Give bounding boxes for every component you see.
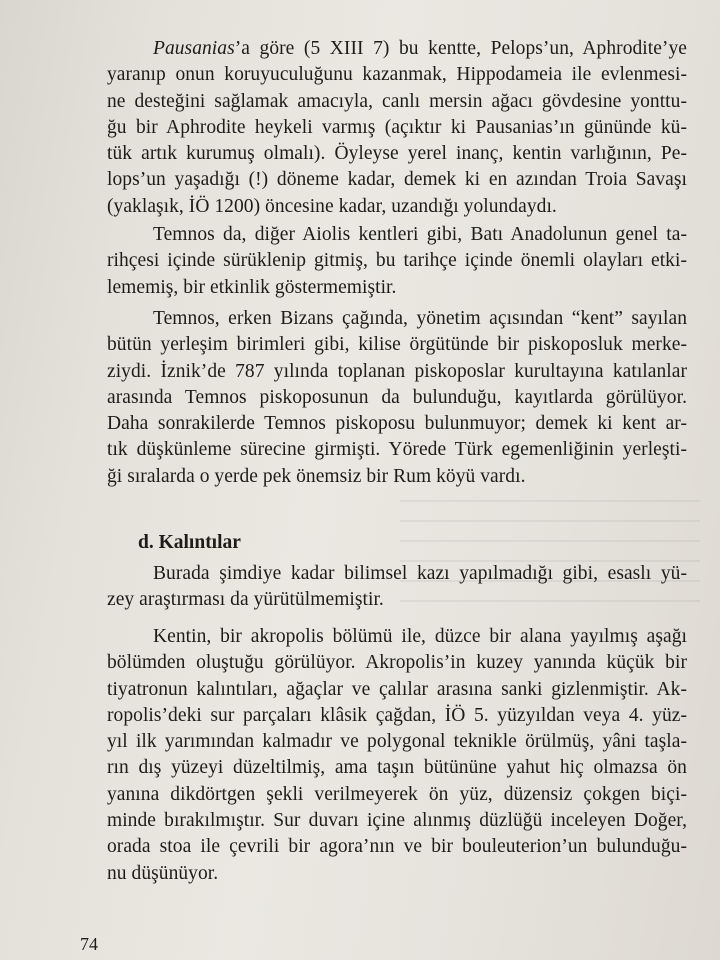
text-line: nu düşünüyor. [107, 862, 219, 884]
text-line: yıl ilk yarımından kalmadır ve polygonal teknikle örülmüş, yâni taşla- [107, 731, 687, 753]
text-line: lememiş, bir etkinlik göstermemiştir. [107, 276, 397, 298]
text-line: Daha sonrakilerde Temnos piskoposu bulunmuyor; demek ki kent ar- [107, 413, 687, 435]
page-number: 74 [80, 934, 98, 954]
text-line: yaranıp onun koruyuculuğunu kazanmak, Hippodameia ile evlenmesi- [107, 64, 687, 86]
section-heading: d. Kalıntılar [138, 532, 241, 553]
text-line: arasında Temnos piskoposunun da bulunduğu, kayıtlarda görülüyor. [107, 386, 687, 408]
text-line: tiyatronun kalıntıları, ağaçlar ve çalılar arasına sanki gizlenmiştir. Ak- [107, 678, 687, 700]
text-line: ropolis’deki sur parçaları klâsik çağdan, İÖ 5. yüzyıldan veya 4. yüz- [107, 704, 687, 726]
paragraph [107, 36, 687, 220]
text-line: orada stoa ile çevrili bir agora’nın ve bir bouleuterion’un bulunduğu- [107, 836, 687, 858]
text-line: ğu bir Aphrodite heykeli varmış (açıktır ki Pausanias’ın gününde kü- [107, 116, 687, 138]
text-line: yanına dikdörtgen şekli verilmeyerek ön yüz, düzensiz çokgen biçi- [107, 783, 687, 805]
text-line: ği sıralarda o yerde pek önemsiz bir Rum köyü vardı. [107, 465, 526, 487]
author-name: Pausanias [153, 38, 235, 59]
paragraph [107, 222, 687, 301]
paragraph [107, 561, 687, 614]
text-line: (yaklaşık, İÖ 1200) öncesine kadar, uzandığı yolundaydı. [107, 195, 557, 217]
text-line: minde bırakılmıştır. Sur duvarı içine alınmış düzlüğü inceleyen Doğer, [107, 810, 687, 832]
paragraph [107, 306, 687, 490]
text-line: rihçesi içinde sürüklenip gitmiş, bu tarihçe içinde önemli olayları etki- [107, 250, 687, 272]
text-line: ne desteğini sağlamak amacıyla, canlı mersin ağacı gövdesine yonttu- [107, 90, 687, 112]
text-line: tık düşkünleme sürecine girmişti. Yörede Türk egemenliğinin yerleşti- [107, 439, 687, 461]
text-line [107, 36, 687, 62]
text-line: Temnos, erken Bizans çağında, yönetim açısından “kent” sayılan [153, 308, 687, 329]
text-line: rın dış yüzeyi düzeltilmiş, ama taşın bütününe yahut hiç olmazsa ön [107, 757, 687, 779]
text-line: tük artık kurumuş olmalı). Öyleyse yerel inanç, kentin varlığının, Pe- [107, 143, 687, 165]
text-line: Kentin, bir akropolis bölümü ile, düzce bir alana yayılmış aşağı [153, 626, 687, 647]
text-line: lops’un yaşadığı (!) döneme kadar, demek ki en azından Troia Savaşı [107, 169, 687, 191]
text-line: Burada şimdiye kadar bilimsel kazı yapılmadığı gibi, esaslı yü- [153, 563, 687, 584]
line-text: ’a göre (5 XIII 7) bu kentte, Pelops’un, Aphrodite’ye [234, 38, 687, 59]
text-line: Temnos da, diğer Aiolis kentleri gibi, Batı Anadolunun genel ta- [153, 224, 687, 245]
text-line: bölümden oluştuğu görülüyor. Akropolis’in kuzey yanında küçük bir [107, 652, 687, 674]
paragraph [107, 624, 687, 887]
text-line: bütün yerleşim birimleri gibi, kilise örgütünde bir piskoposluk merke- [107, 334, 687, 356]
text-line: ziydi. İznik’de 787 yılında toplanan piskoposlar kurultayına katılanlar [107, 360, 687, 382]
text-line: zey araştırması da yürütülmemiştir. [107, 589, 384, 611]
